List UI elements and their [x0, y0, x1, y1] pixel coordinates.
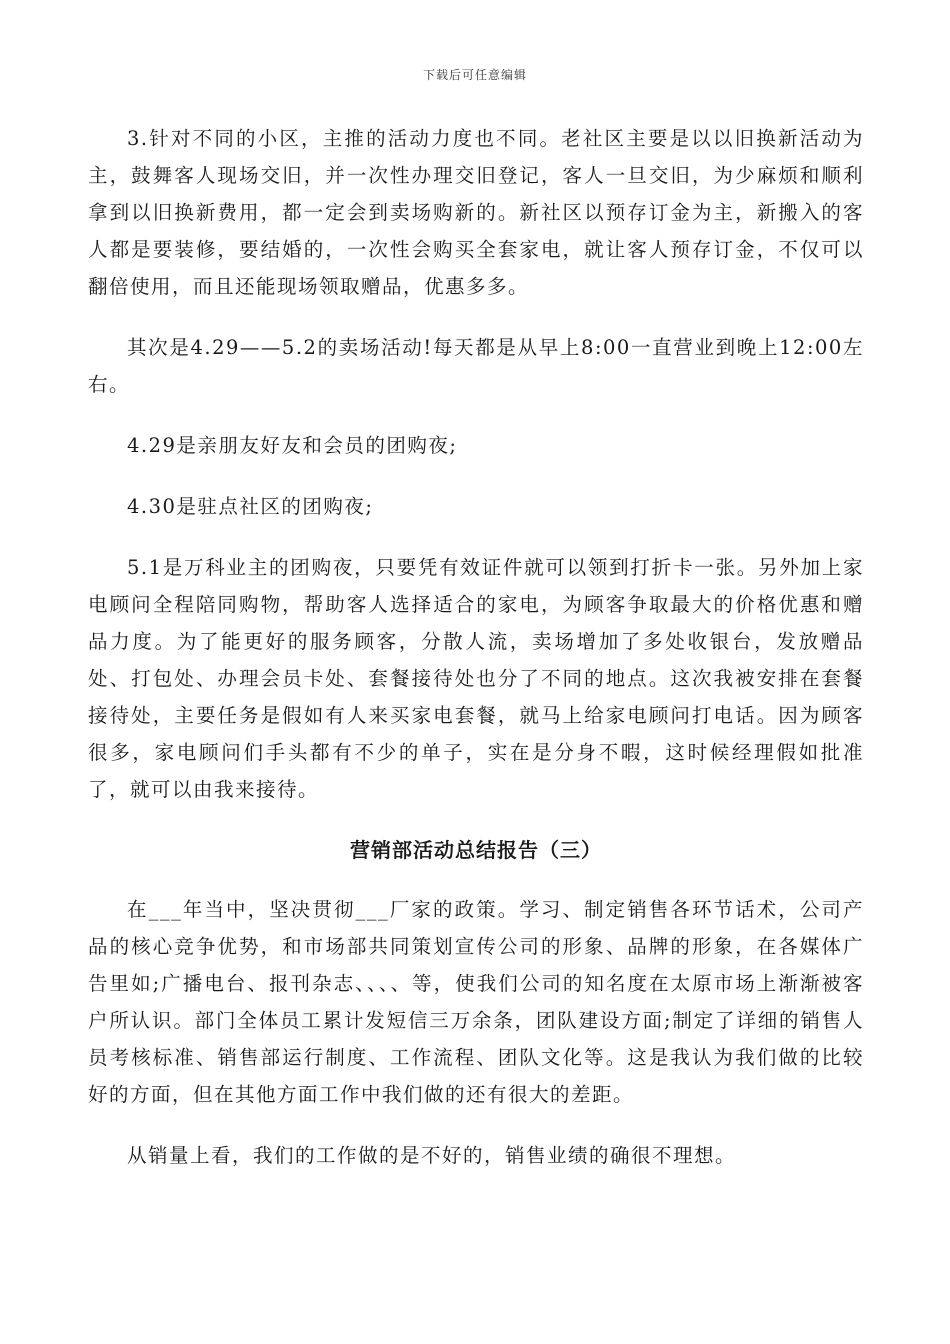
paragraph-april-30: 4.30是驻点社区的团购夜;: [127, 495, 374, 518]
document-body: [88, 120, 864, 1198]
page-header: 下载后可任意编辑: [422, 68, 527, 82]
paragraph-april-29: 4.29是亲朋友好友和会员的团购夜;: [127, 434, 458, 457]
paragraph-yearly-review: 在___年当中，坚决贯彻___厂家的政策。学习、制定销售各环节话术，公司产品的核心竞争优势，和市场部共同策划宣传公司的形象、品牌的形象，在各媒体广告里如;广播电台、报刊杂志、、、、等，使我们公司的知名度在太原市场上渐渐被客户所认识。部门全体员工累计发短信三万余条，团队建设方面;制定了详细的销售人员考核标准、销售部运行制度、工作流程、团队文化等。这是我认为我们做的比较好的方面，但在其他方面工作中我们做的还有很大的差距。: [88, 898, 864, 1106]
paragraph-community-strategy: 3.针对不同的小区，主推的活动力度也不同。老社区主要是以以旧换新活动为主，鼓舞客人现场交旧，并一次性办理交旧登记，客人一旦交旧，为少麻烦和顺利拿到以旧换新费用，都一定会到卖场购新的。新社区以预存订金为主，新搬入的客人都是要装修，要结婚的，一次性会购买全套家电，就让客人预存订金，不仅可以翻倍使用，而且还能现场领取赠品，优惠多多。: [88, 127, 864, 298]
paragraph-sales-volume: 从销量上看，我们的工作做的是不好的，销售业绩的确很不理想。: [127, 1144, 737, 1167]
paragraph-may-1: 5.1是万科业主的团购夜，只要凭有效证件就可以领到打折卡一张。另外加上家电顾问全程陪同购物，帮助客人选择适合的家电，为顾客争取最大的价格优惠和赠品力度。为了能更好的服务顾客，分散人流，卖场增加了多处收银台，发放赠品处、打包处、办理会员卡处、套餐接待处也分了不同的地点。这次我被安排在套餐接待处，主要任务是假如有人来买家电套餐，就马上给家电顾问打电话。因为顾客很多，家电顾问们手头都有不少的单子，实在是分身不暇，这时候经理假如批准了，就可以由我来接待。: [88, 556, 864, 801]
section-title: 营销部活动总结报告（三）: [350, 838, 602, 862]
paragraph-store-event: 其次是4.29——5.2的卖场活动!每天都是从早上8:00一直营业到晚上12:00左右。: [88, 336, 864, 396]
